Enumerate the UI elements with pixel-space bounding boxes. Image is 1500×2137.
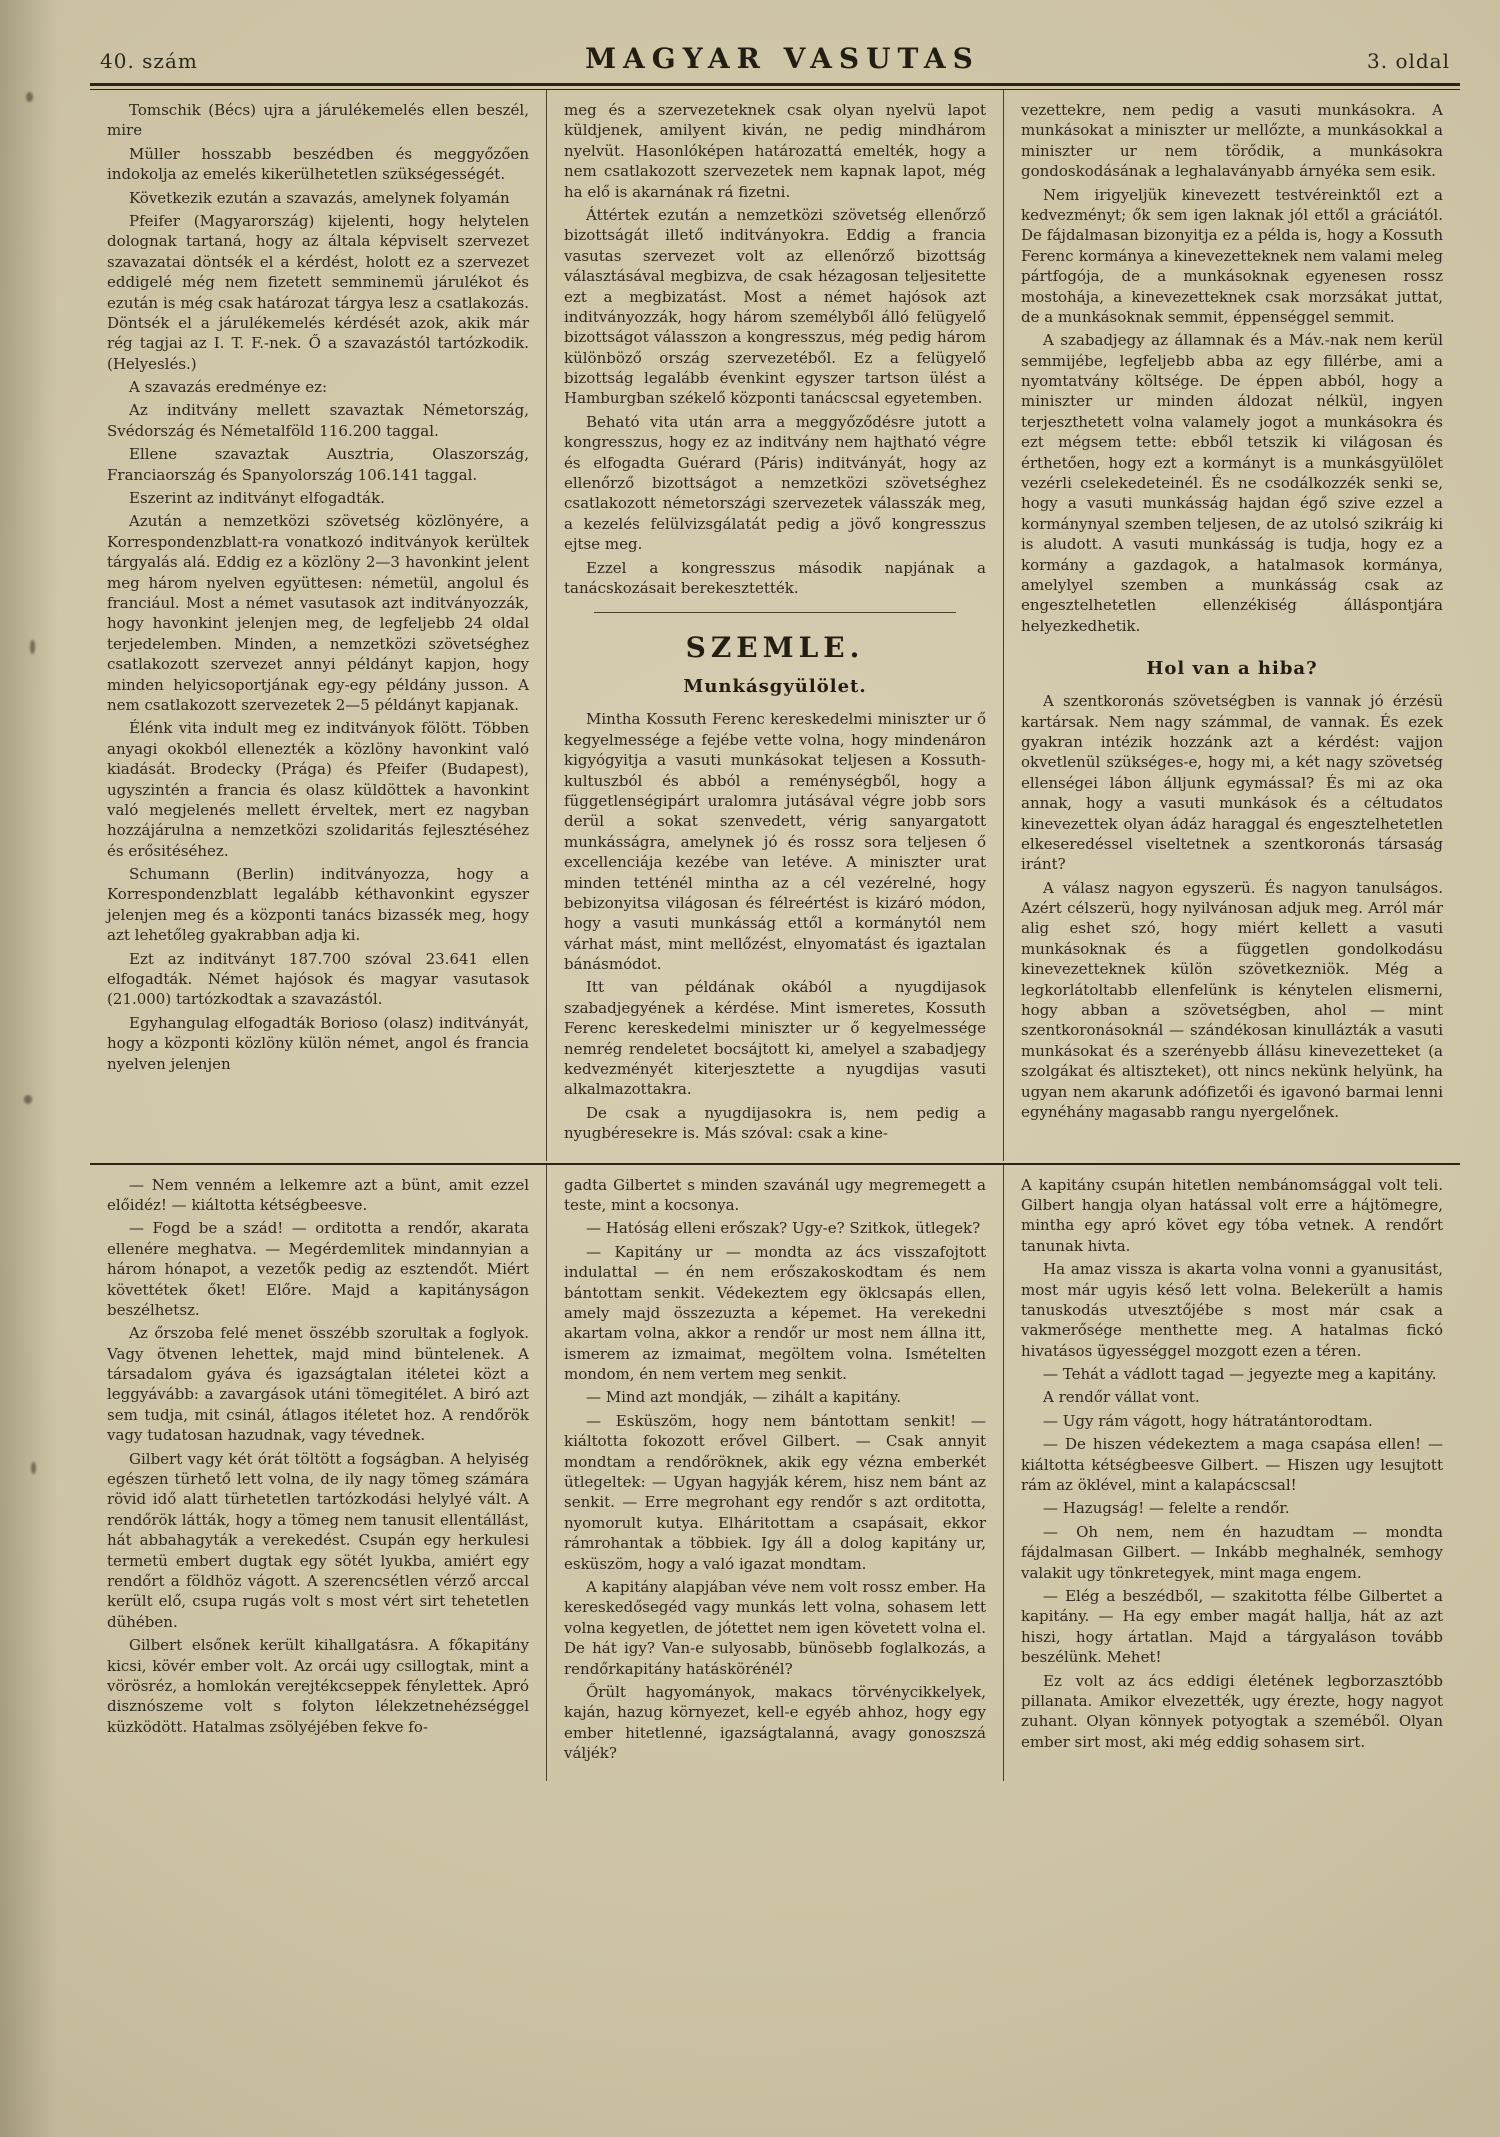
paragraph: Azután a nemzetközi szövetség közlönyére, a Korrespondenzblatt-ra vonatkozó inditványok kerültek tárgyalás alá. Eddig ez a közlöny 2—3 havonkint jelent meg három nyelven együttesen: németül, angolul és franciául. Most a német vasutasok azt inditványozzák, hogy havonkint jelenjen meg, de legfeljebb 24 oldal terjedelemben. Minden, a nemzetközi szövetséghez csatlakozott szervezet annyi példányt kapjon, hogy minden helyicsoportjának egy-egy példány jusson. A nem csatlakozott szervezetek 2—5 példányt kapjanak.: [107, 512, 529, 714]
paragraph: A szabadjegy az államnak és a Máv.-nak nem kerül semmijébe, legfeljebb abba az egy fillérbe, ami a nyomtatvány költsége. De éppen abból, hogy a miniszter ur minden áldozat nélkül, ingyen terjeszthetett volna valamely jogot a munkásokra és ezt mégsem tette: ebből tetszik ki világosan és érthetően, hogy ezt a kormányt is a munkásgyülölet vezérli cselekedeteinél. És ne csodálkozzék senki se, hogy a vasuti munkásság hajdan égő szive ezzel a kormánynyal szemben teljesen, de az utolsó szikráig ki is aludott. A vasuti munkásság is tudja, hogy ez a kormány a gazdagok, a hatalmasok kormánya, amelylyel szemben a munkásság csak az engesztelhetetlen ellenzékiség álláspontjára helyezkedhetik.: [1021, 331, 1443, 635]
section-heading-szemle: SZEMLE.: [685, 631, 865, 665]
paragraph: A szentkoronás szövetségben is vannak jó érzésü kartársak. Nem nagy számmal, de vannak. És ezek gyakran intézik hozzánk azt a kérdést: vajjon okvetlenül szükséges-e, hogy mi, a két nagy szövetség ellenségei lábon álljunk egymással? És mi az oka annak, hogy a vasuti munkások és a céltudatos kinevezettek olyan ádáz haraggal és engesztelhetetlen elkeseredéssel viseltetnek a szentkoronás társaság iránt?: [1021, 692, 1443, 874]
lower-column-1: [90, 1165, 546, 1781]
paragraph: Beható vita után arra a meggyőződésre jutott a kongresszus, hogy ez az inditvány nem hajtható végre és elfogadta Guérard (Páris) inditványát, hogy az ellenőrző bizottságot a nemzetközi szövetséghez csatlakozott németországi szervezetek válasszák meg, a kezelés felülvizsgálatát pedig a jövő kongresszus ejtse meg.: [564, 412, 986, 554]
paragraph: — Hatóság elleni erőszak? Ugy-e? Szitkok, ütlegek?: [586, 1219, 981, 1238]
paragraph: Áttértek ezután a nemzetközi szövetség ellenőrző bizottságát illető inditványokra. Eddig a francia vasutas szervezet volt az ellenőrző bizottság választásával megbizva, de csak hézagosan teljesitette ezt a megbizatást. Most a német hajósok azt inditványozzák, hogy három személyből álló felügyelő bizottságot válasszon a kongresszus, még pedig három különböző ország szervezetéből. Ez a felügyelő bizottság legalább évenkint egyszer tartson ülést a Hamburgban székelő központi tanácscsal egyetemben.: [564, 205, 986, 408]
paragraph: — Kapitány ur — mondta az ács visszafojtott indulattal — én nem erőszakoskodtam és nem bántottam senkit. Védekeztem egy öklcsapás ellen, amely majd összezuzta a képemet. Ha verekedni akartam volna, akkor a rendőr ur most nem állna itt, ismerem az izmaimat, megöltem volna. Ismételten mondom, én nem vertem meg senkit.: [564, 1242, 986, 1384]
paragraph: meg és a szervezeteknek csak olyan nyelvü lapot küldjenek, amilyent kiván, ne pedig mindhárom nyelvüt. Hasonlóképen határozattá emelték, hogy a nem csatlakozott szervezetek nem kapnak lapot, még ha elő is akarnának rá fizetni.: [564, 101, 986, 201]
munkasgyulolet-article-end: [1021, 100, 1443, 636]
paragraph: Következik ezután a szavazás, amelynek folyamán: [129, 188, 510, 207]
upper-section: [90, 90, 1460, 1161]
paragraph: — Elég a beszédből, — szakitotta félbe Gilbertet a kapitány. — Ha egy ember magát hallja, hát az azt hiszi, hogy ártatlan. Majd a tárgyaláson tovább beszélünk. Mehet!: [1021, 1587, 1443, 1667]
paragraph: A kapitány csupán hitetlen nembánomsággal volt teli. Gilbert hangja olyan hatással volt erre a hájtömegre, mintha egy apró követ egy tóba vetnek. A rendőrt tanunak hivta.: [1021, 1175, 1443, 1255]
munkasgyulolet-article: [564, 709, 986, 1143]
article-divider-rule: [594, 612, 956, 613]
paragraph: Őrült hagyományok, makacs törvénycikkelyek, kaján, hazug környezet, kell-e egyéb ahhoz, hogy egy ember hitetlenné, igazságtalanná, avagy gonoszszá váljék?: [564, 1682, 986, 1763]
congress-article-end: [564, 100, 986, 598]
paragraph: Itt van példának okából a nyugdijasok szabadjegyének a kérdése. Mint ismeretes, Kossuth Ferenc kereskedelmi miniszter ur ő kegyelmessége nemrég rendeletet bocsájtott ki, amelyel a szabadjegy kedvezményét kiterjesztette a nyugdijas vasuti alkalmazottakra.: [564, 978, 986, 1099]
lower-column-3: [1003, 1165, 1460, 1781]
hol-van-a-hiba-article: [1021, 691, 1443, 1122]
paragraph: Gilbert elsőnek került kihallgatásra. A főkapitány kicsi, kövér ember volt. Az orcái ugy csillogtak, mint a vörösréz, a homlokán verejtékcseppek fénylettek. Apró disznószeme volt s folyton lélekzetnehézséggel küzködött. Hatalmas zsölyéjében fekve fo-: [107, 1636, 529, 1736]
lower-column-2: [546, 1165, 1003, 1781]
upper-column-2: [546, 90, 1003, 1161]
paragraph: Ha amaz vissza is akarta volna vonni a gyanusitást, most már ugyis késő lett volna. Belekerült a hamis tanuskodás utvesztőjébe s most már csak a vakmerősége menthette meg. A hatalmas fickó hivatásos ügyességgel mozgott ezen a téren.: [1021, 1260, 1443, 1360]
paragraph: Ez volt az ács eddigi életének legborzasztóbb pillanata. Amikor elvezették, ugy érezte, hogy nagyot zuhant. Olyan könnyek potyogtak a szeméből. Olyan ember sirt most, aki még eddig sohasem sirt.: [1021, 1671, 1443, 1751]
paragraph: Pfeifer (Magyarország) kijelenti, hogy helytelen dolognak tartaná, hogy az általa képviselt szervezet szavazatai döntsék el a kérdést, holott ez a szervezet eddigelé még nem fizetett semminemü járulékot és ezután is még csak határozat tárgya lesz a csatlakozás. Döntsék el a járulékemelés kérdését azok, akik már rég tagjai az I. T. F.-nek. Ő a szavazástól tartózkodik. (Helyeslés.): [107, 211, 529, 373]
paragraph: Ezt az inditványt 187.700 szóval 23.641 ellen elfogadták. Német hajósok és magyar vasutasok (21.000) tartózkodtak a szavazástól.: [107, 949, 529, 1009]
page-number: 3. oldal: [1367, 49, 1450, 73]
upper-column-3: [1003, 90, 1460, 1161]
paragraph: Nem irigyeljük kinevezett testvéreinktől ezt a kedvezményt; ők sem igen laknak jól ettől a gráciától. De fájdalmasan bizonyitja ez a példa is, hogy a Kossuth Ferenc kormánya a kinevezetteknek nem valami meleg pártfogója, de a munkásoknak egyenesen rossz mostohája, a kinevezetteknek csak morzsákat juttat, de a munkásoknak semmit, éppenséggel semmit.: [1021, 185, 1443, 326]
paragraph: — De hiszen védekeztem a maga csapása ellen! — kiáltotta kétségbeesve Gilbert. — Hiszen ugy lesujtott rám az öklével, mint a kalapácscsal!: [1021, 1435, 1443, 1495]
masthead: [90, 30, 1460, 83]
paragraph: Egyhangulag elfogadták Borioso (olasz) inditványát, hogy a központi közlöny külön német, angol és francia nyelven jelenjen: [107, 1013, 529, 1073]
paragraph: A szavazás eredménye ez:: [129, 378, 328, 397]
paragraph: A válasz nagyon egyszerü. És nagyon tanulságos. Azért célszerü, hogy nyilvánosan adjuk meg. Arról már alig eshet szó, hogy miért kellett a vasuti munkásoknak és a független gondolkodásu kinevezetteknek külön szövetkezniök. Még a legkorlátoltabb ellenfelünk is kénytelen elismerni, hogy abban a szövetségben, ahol — mint szentkoronásoknál — szándékosan kinullázták a vasuti munkásokat és a szerényebb állásu kinevezetteket (a szolgákat és altiszteket), ott nincs nekünk helyünk, ha ugyan nem akarunk adófizetői és igavonó barmai lenni egynéhány magasabb rangu nyergelőnek.: [1021, 878, 1443, 1121]
masthead-rule-thick: [90, 83, 1460, 86]
paragraph: — Hazugság! — felelte a rendőr.: [1043, 1499, 1290, 1518]
paragraph: — Oh nem, nem én hazudtam — mondta fájdalmasan Gilbert. — Inkább meghalnék, semhogy valakit ugy tönkretegyek, mint maga engem.: [1021, 1522, 1443, 1582]
paragraph: A kapitány alapjában véve nem volt rossz ember. Ha kereskedősegéd vagy munkás lett volna, sohasem lett volna kegyetlen, de jótettet nem igen követett volna el. De hát igy? Van-e sulyosabb, bünösebb foglalkozás, a rendőrkapitány hatáskörénél?: [564, 1578, 986, 1678]
paragraph: Mintha Kossuth Ferenc kereskedelmi miniszter ur ő kegyelmessége a fejébe vette volna, hogy mindenáron kigyógyitja a vasuti munkásokat teljesen a Kossuth-kultuszból és abból a reménységből, hogy a függetlenségipárt uralomra jutásával végre jobb sors derül a sokat szenvedett, vérig sanyargatott munkásságra, amelynek jó és rossz sora teljesen ő excellenciája kezébe van letéve. A miniszter urat minden tetténél mintha az a cél vezérelné, hogy bebizonyitsa világosan és félreértést is kizáró módon, hogy a vasuti munkásság ettől a kormánytól nem várhat mást, mint mellőzést, elnyomatást és igaztalan bánásmódot.: [564, 710, 986, 974]
paragraph: vezettekre, nem pedig a vasuti munkásokra. A munkásokat a miniszter ur mellőzte, a munkásokkal a miniszter ur nem törődik, a munkásokra gondoskodásának a leghalaványabb árnyéka sem esik.: [1021, 101, 1443, 181]
issue-number: 40. szám: [100, 49, 198, 73]
paragraph: — Esküszöm, hogy nem bántottam senkit! — kiáltotta fokozott erővel Gilbert. — Csak annyit mondtam a rendőröknek, akik egy vézna emberkét ütlegeltek: — Ugyan hagyják kérem, hisz nem bánt az senkit. — Erre megrohant egy rendőr s azt orditotta, nyomorult kutya. Elháritottam a csapásait, ekkor rámrohantak a többiek. Igy áll a dolog kapitány ur, esküszöm, hogy a való igazat mondtam.: [564, 1411, 986, 1573]
newspaper-title: MAGYAR VASUTAS: [585, 42, 980, 75]
paragraph: — Ugy rám vágott, hogy hátratántorodtam.: [1043, 1411, 1373, 1430]
paragraph: Élénk vita indult meg ez inditványok fölött. Többen anyagi okokból ellenezték a közlöny havonkint való kiadását. Brodecky (Prága) és Pfeifer (Budapest), ugyszintén a francia és olasz küldöttek a havonkint való megjelenés mellett érveltek, mert ez nagyban hozzájárulna a nemzetközi szolidaritás fejlesztéséhez és erősitéséhez.: [107, 719, 529, 860]
paragraph: gadta Gilbertet s minden szavánál ugy megremegett a teste, mint a kocsonya.: [564, 1175, 986, 1214]
paragraph: — Tehát a vádlott tagad — jegyezte meg a kapitány.: [1043, 1365, 1437, 1384]
paragraph: Ezzel a kongresszus második napjának a tanácskozásait berekesztették.: [564, 558, 986, 597]
article-heading-munkasgyulolet: Munkásgyülölet.: [683, 676, 867, 698]
paragraph: Ellene szavaztak Ausztria, Olaszország, Franciaország és Spanyolország 106.141 taggal.: [107, 445, 529, 484]
paragraph: Az őrszoba felé menet összébb szorultak a foglyok. Vagy ötvenen lehettek, majd mind büntelenek. A társadalom gyáva és igazságtalan itéletei közt a leggyávább: a zavargások utáni tömegitélet. A biró azt sem tudja, mit csinál, átlagos itéletet hoz. A rendőrök vagy tudatosan hazudnak, vagy tévednek.: [107, 1324, 529, 1445]
feuilleton-section: [90, 1165, 1460, 1781]
paragraph: — Nem venném a lelkemre azt a bünt, amit ezzel előidéz! — kiáltotta kétségbeesve.: [107, 1175, 529, 1214]
paragraph: Schumann (Berlin) inditványozza, hogy a Korrespondenzblatt legalább kéthavonkint egyszer jelenjen meg és a központi tanács bizassék meg, hogy azt lehetőleg gyakrabban adja ki.: [107, 865, 529, 945]
paragraph: Gilbert vagy két órát töltött a fogságban. A helyiség egészen türhető lett volna, de ily nagy tömeg számára rövid idő alatt türhetetlen tartózkodási helylyé vált. A rendőrök látták, hogy a tömeg nem tanusit ellentállást, hát abbahagyták a verekedést. Csupán egy herkulesi termetü embert dugtak egy sötét lyukba, amiért egy rendőrt a földhöz vágott. A szerencsétlen vérző arccal került elő, csupa rugás volt s most vért sirt tehetetlen dühében.: [107, 1449, 529, 1631]
upper-column-1: [90, 90, 546, 1161]
paragraph: Az inditvány mellett szavaztak Németország, Svédország és Németalföld 116.200 taggal.: [107, 401, 529, 440]
paragraph: A rendőr vállat vont.: [1043, 1388, 1200, 1407]
paragraph: — Mind azt mondják, — zihált a kapitány.: [586, 1388, 902, 1407]
paragraph: Tomschik (Bécs) ujra a járulékemelés ellen beszél, mire: [107, 101, 529, 140]
article-heading-hol-van-a-hiba: Hol van a hiba?: [1146, 658, 1318, 680]
paragraph: — Fogd be a szád! — orditotta a rendőr, akarata ellenére meghatva. — Megérdemlitek mindannyian a három hónapot, a vezetők pedig az esztendőt. Miért követtétek őket! Előre. Majd a kapitányságon beszélhetsz.: [107, 1219, 529, 1319]
paragraph: Eszerint az inditványt elfogadták.: [129, 489, 385, 508]
paragraph: Müller hosszabb beszédben és meggyőzően indokolja az emelés kikerülhetetlen szükségességét.: [107, 144, 529, 184]
paragraph: De csak a nyugdijasokra is, nem pedig a nyugbéresekre is. Más szóval: csak a kine-: [564, 1103, 986, 1143]
